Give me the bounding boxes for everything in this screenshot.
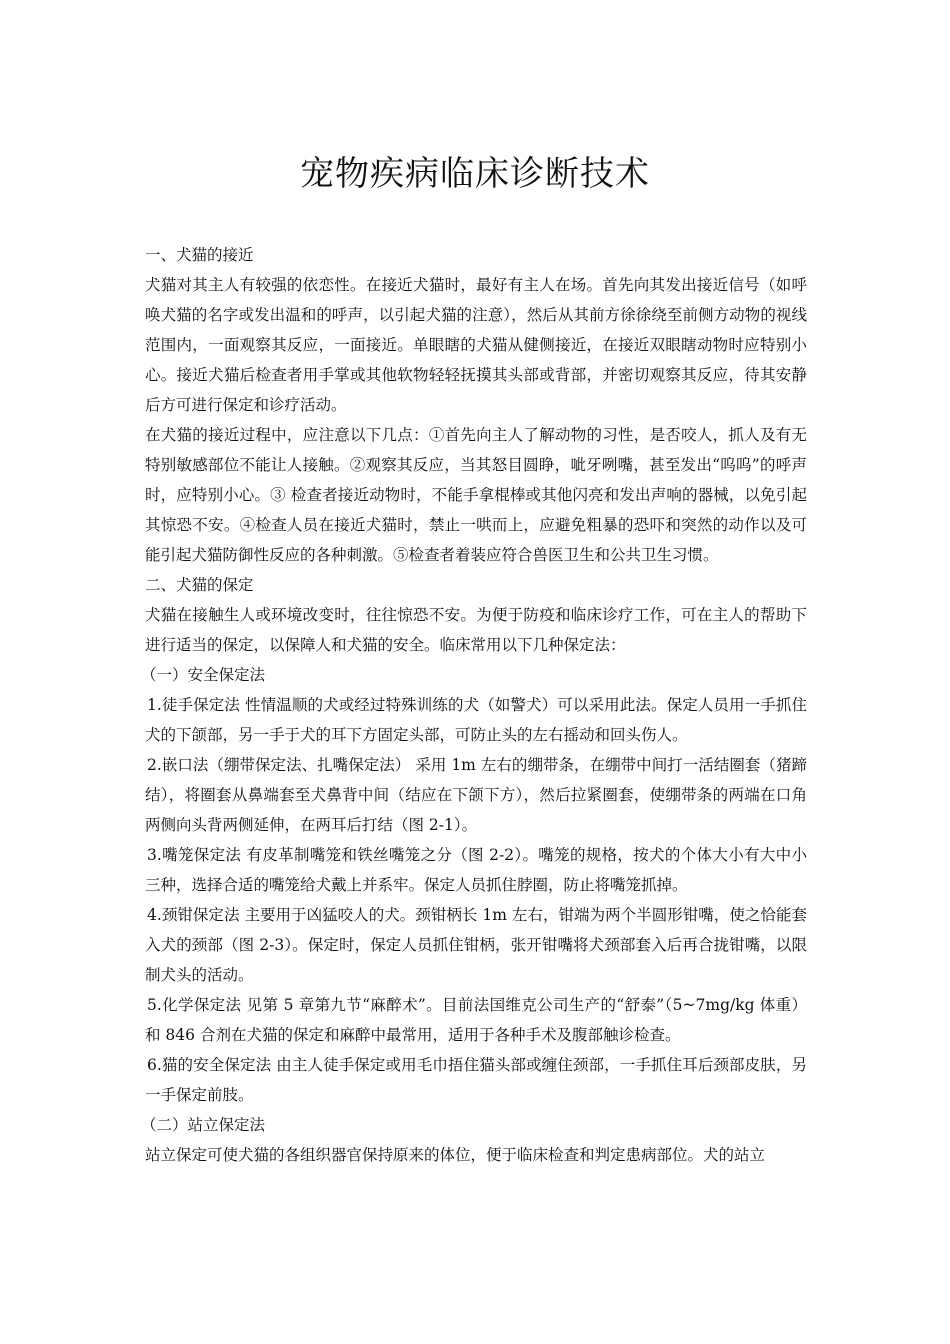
list-item-cat-restraint: 6.猫的安全保定法 由主人徒手保定或用毛巾捂住猫头部或缠住颈部，一手抓住耳后颈部皮肤，另一手保定前肢。 bbox=[145, 1056, 807, 1104]
subsection-heading-standing-restraint: （二）站立保定法 bbox=[141, 1116, 266, 1134]
subsection-heading-safety-restraint: （一）安全保定法 bbox=[141, 666, 266, 684]
section-heading-approach: 一、犬猫的接近 bbox=[145, 246, 254, 264]
paragraph-approach-intro: 犬猫对其主人有较强的依恋性。在接近犬猫时，最好有主人在场。首先向其发出接近信号（如呼唤犬猫的名字或发出温和的呼声，以引起犬猫的注意），然后从其前方徐徐绕至前侧方动物的视线范围内，一面观察其反应，一面接近。单眼瞎的犬猫从健侧接近，在接近双眼瞎动物时应特别小心。接近犬猫后检查者用手掌或其他软物轻轻抚摸其头部或背部，并密切观察其反应，待其安静后方可进行保定和诊疗活动。 bbox=[145, 276, 807, 414]
list-item-manual-restraint: 1.徒手保定法 性情温顺的犬或经过特殊训练的犬（如警犬）可以采用此法。保定人员用一手抓住犬的下颌部，另一手于犬的耳下方固定头部，可防止头的左右摇动和回头伤人。 bbox=[145, 696, 807, 744]
paragraph-standing-restraint: 站立保定可使犬猫的各组织器官保持原来的体位，便于临床检查和判定患病部位。犬的站立 bbox=[145, 1146, 766, 1164]
paragraph-approach-notes: 在犬猫的接近过程中，应注意以下几点：①首先向主人了解动物的习性，是否咬人，抓人及有无特别敏感部位不能让人接触。②观察其反应，当其怒目圆睁，呲牙咧嘴，甚至发出“呜呜”的呼声时，应特别小心。③ 检查者接近动物时，不能手拿棍棒或其他闪亮和发出声响的器械，以免引起其惊恐不安。④检查人员在接近犬猫时，禁止一哄而上，应避免粗暴的恐吓和突然的动作以及可能引起犬猫防御性反应的各种刺激。⑤检查者着装应符合兽医卫生和公共卫生习惯。 bbox=[145, 426, 807, 564]
list-item-chemical-restraint: 5.化学保定法 见第 5 章第九节“麻醉术”。目前法国维克公司生产的“舒泰”（5~7mg/kg 体重）和 846 合剂在犬猫的保定和麻醉中最常用，适用于各种手术及腹部触诊检查。 bbox=[145, 996, 807, 1044]
paragraph-restraint-intro: 犬猫在接触生人或环境改变时，往往惊恐不安。为便于防疫和临床诊疗工作，可在主人的帮助下进行适当的保定，以保障人和犬猫的安全。临床常用以下几种保定法： bbox=[145, 606, 807, 654]
list-item-muzzle-cage: 3.嘴笼保定法 有皮革制嘴笼和铁丝嘴笼之分（图 2-2）。嘴笼的规格，按犬的个体大小有大中小三种，选择合适的嘴笼给犬戴上并系牢。保定人员抓住脖圈，防止将嘴笼抓掉。 bbox=[145, 846, 807, 894]
document-title: 宠物疾病临床诊断技术 bbox=[300, 154, 650, 194]
list-item-neck-tongs: 4.颈钳保定法 主要用于凶猛咬人的犬。颈钳柄长 1m 左右，钳端为两个半圆形钳嘴，使之恰能套入犬的颈部（图 2-3）。保定时，保定人员抓住钳柄，张开钳嘴将犬颈部套入后再合拢钳嘴，以限制犬头的活动。 bbox=[145, 906, 807, 984]
document-body bbox=[141, 240, 807, 1170]
list-item-muzzle-tie: 2.嵌口法（绷带保定法、扎嘴保定法） 采用 1m 左右的绷带条，在绷带中间打一活结圈套（猪蹄结），将圈套从鼻端套至犬鼻背中间（结应在下颌下方），然后拉紧圈套，使绷带条的两端在口角两侧向头背两侧延伸，在两耳后打结（图 2-1）。 bbox=[145, 756, 807, 834]
section-heading-restraint: 二、犬猫的保定 bbox=[145, 576, 254, 594]
